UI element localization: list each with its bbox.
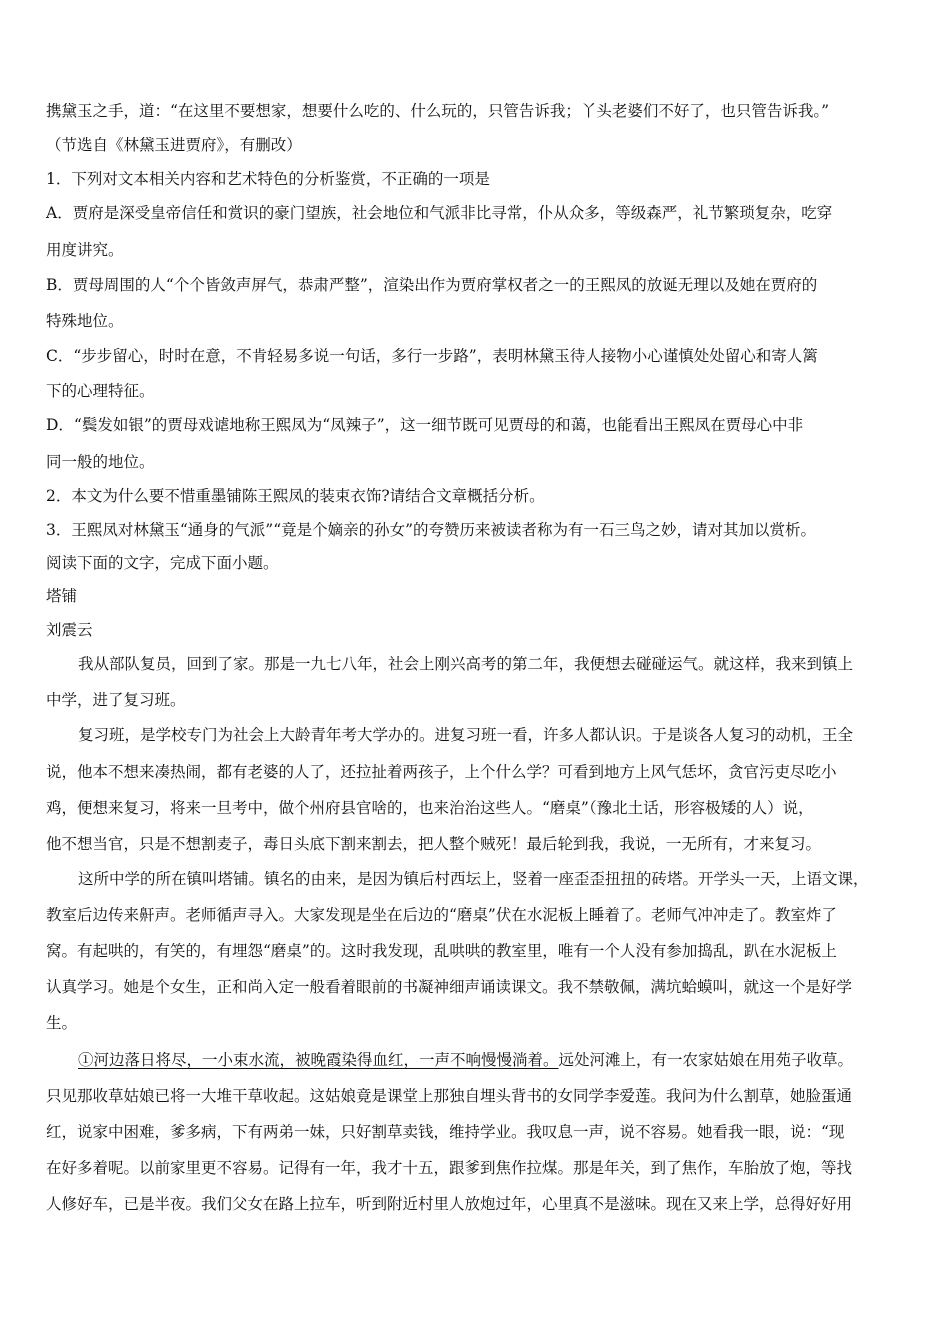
option-b: B．贾母周围的人“个个皆敛声屏气，恭肃严整”，渲染出作为贾府掌权者之一的王熙凤的放诞无理以及她在贾府的 bbox=[46, 276, 818, 294]
paragraph-line: 生。 bbox=[46, 1014, 78, 1032]
paragraph-line: 在好多着呢。以前家里更不容易。记得有一年，我才十五，跟爹到焦作拉煤。那是年关，到了焦作，车胎放了炮，等找 bbox=[46, 1159, 853, 1177]
paragraph-line: 只见那收草姑娘已将一大堆干草收起。这姑娘竟是课堂上那独自埋头背书的女同学李爱莲。我问为什么割草，她脸蛋通 bbox=[46, 1087, 853, 1105]
paragraph-line: 鸡，便想来复习，将来一旦考中，做个州府县官啥的，也来治治这些人。“磨桌”（豫北土话，形容极矮的人）说， bbox=[46, 799, 814, 817]
text-line: 携黛玉之手，道：“在这里不要想家，想要什么吃的、什么玩的，只管告诉我；丫头老婆们不好了，也只管告诉我。” bbox=[46, 102, 830, 120]
paragraph-line: 窝。有起哄的，有笑的，有埋怨“磨桌”的。这时我发现，乱哄哄的教室里，唯有一个人没有参加捣乱，趴在水泥板上 bbox=[46, 942, 837, 960]
question-3: 3．王熙凤对林黛玉“通身的气派”“竟是个嫡亲的孙女”的夸赞历来被读者称为有一石三鸟之妙，请对其加以赏析。 bbox=[46, 521, 817, 539]
paragraph-line: 红，说家中困难，爹多病，下有两弟一妹，只好割草卖钱，维持学业。我叹息一声，说不容易。她看我一眼，说：“现 bbox=[46, 1123, 845, 1141]
option-b-cont: 特殊地位。 bbox=[46, 312, 124, 330]
paragraph-line: 人修好车，已是半夜。我们父女在路上拉车，听到附近村里人放炮过年，心里真不是滋味。现在又来上学，总得好好用 bbox=[46, 1195, 853, 1213]
paragraph-line: 中学，进了复习班。 bbox=[46, 691, 186, 709]
option-c: C．“步步留心，时时在意，不肯轻易多说一句话，多行一步路”，表明林黛玉待人接物小心谨慎处处留心和寄人篱 bbox=[46, 347, 818, 365]
paragraph-line bbox=[78, 1050, 853, 1070]
story-author: 刘震云 bbox=[46, 621, 93, 639]
paragraph-line: 这所中学的所在镇叫塔铺。镇名的由来，是因为镇后村西坛上，竖着一座歪歪扭扭的砖塔。开学头一天，上语文课， bbox=[78, 870, 869, 888]
sentence-continuation: 远处河滩上，有一农家姑娘在用苑子收草。 bbox=[558, 1051, 854, 1069]
paragraph-line: 说，他本不想来凑热闹，都有老婆的人了，还拉扯着两孩子，上个什么学？可看到地方上风气恁坏，贪官污吏尽吃小 bbox=[46, 763, 837, 781]
paragraph-line: 我从部队复员，回到了家。那是一九七八年，社会上刚兴高考的第二年，我便想去碰碰运气。就这样，我来到镇上 bbox=[78, 655, 854, 673]
question-1-stem: 1．下列对文本相关内容和艺术特色的分析鉴赏，不正确的一项是 bbox=[46, 170, 490, 188]
underlined-sentence-1: ①河边落日将尽，一小束水流，被晚霞染得血红，一声不响慢慢淌着。 bbox=[78, 1051, 559, 1069]
option-c-cont: 下的心理特征。 bbox=[46, 382, 155, 400]
source-note: （节选自《林黛玉进贾府》，有删改） bbox=[46, 136, 302, 154]
story-title: 塔铺 bbox=[46, 587, 78, 605]
paragraph-line: 教室后边传来鼾声。老师循声寻入。大家发现是坐在后边的“磨桌”伏在水泥板上睡着了。老师气冲冲走了。教室炸了 bbox=[46, 906, 837, 924]
reading-instruction: 阅读下面的文字，完成下面小题。 bbox=[46, 554, 279, 572]
paragraph-line: 他不想当官，只是不想割麦子，毒日头底下割来割去，把人整个贼死！最后轮到我，我说，一无所有，才来复习。 bbox=[46, 835, 822, 853]
paragraph-line: 复习班，是学校专门为社会上大龄青年考大学办的。进复习班一看，许多人都认识。于是谈各人复习的动机，王全 bbox=[78, 726, 854, 744]
option-d: D．“鬓发如银”的贾母戏谑地称王熙凤为“凤辣子”，这一细节既可见贾母的和蔼，也能看出王熙凤在贾母心中非 bbox=[46, 416, 804, 434]
option-d-cont: 同一般的地位。 bbox=[46, 453, 155, 471]
paragraph-line: 认真学习。她是个女生，正和尚入定一般看着眼前的书凝神细声诵读课文。我不禁敬佩，满坑蛤蟆叫，就这一个是好学 bbox=[46, 978, 853, 996]
option-a-cont: 用度讲究。 bbox=[46, 241, 124, 259]
question-2: 2．本文为什么要不惜重墨铺陈王熙凤的装束衣饰?请结合文章概括分析。 bbox=[46, 487, 545, 505]
option-a: A．贾府是深受皇帝信任和赏识的豪门望族，社会地位和气派非比寻常，仆从众多，等级森严，礼节繁琐复杂，吃穿 bbox=[46, 204, 833, 222]
